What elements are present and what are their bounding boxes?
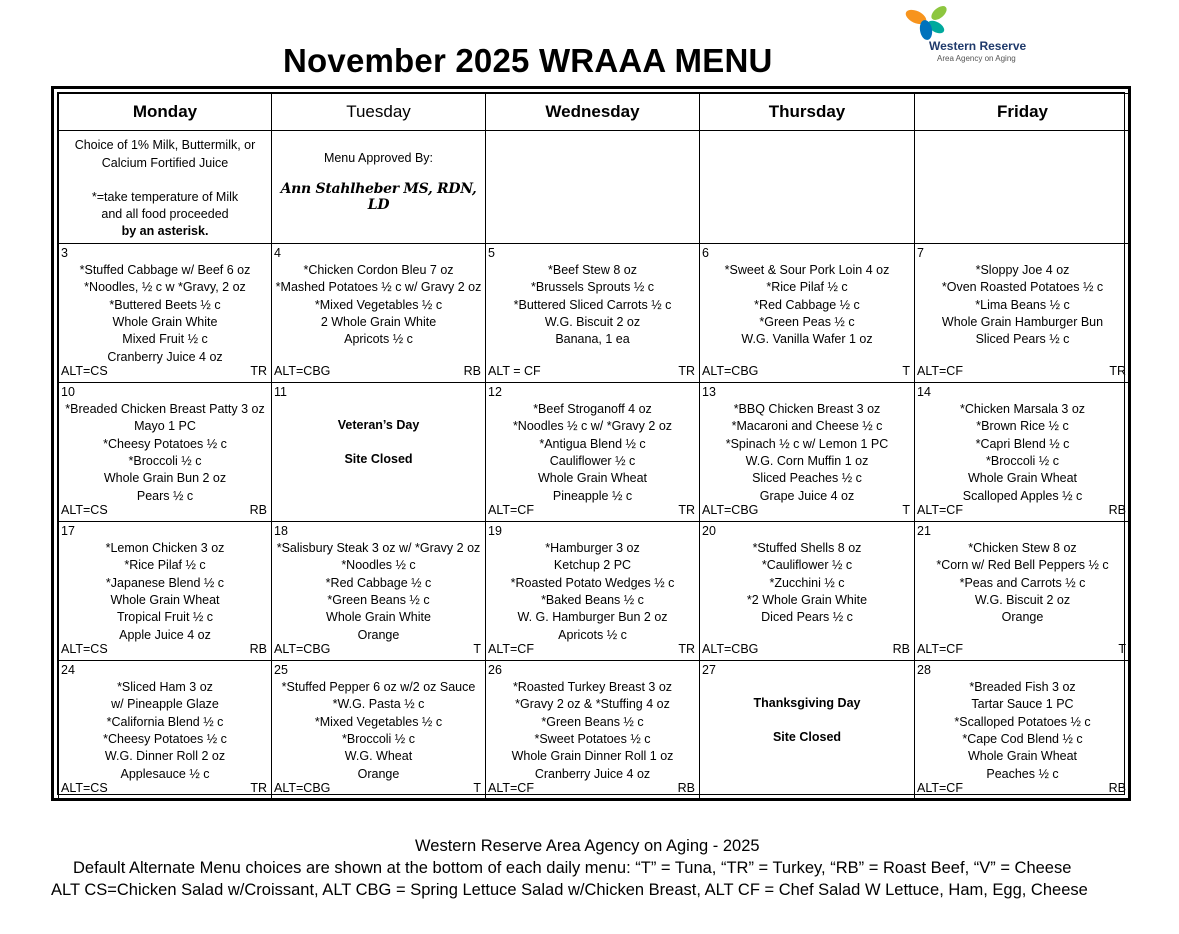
menu-item: *Chicken Stew 8 oz [968, 541, 1077, 556]
day-cell [700, 522, 915, 661]
day-cell [915, 383, 1131, 522]
alternate-menu-label: ALT=CF [488, 641, 534, 656]
day-header-row [59, 94, 1131, 131]
menu-item: *Brussels Sprouts ½ c [531, 280, 654, 295]
menu-item: *Green Beans ½ c [541, 714, 644, 729]
day-cell [486, 383, 700, 522]
menu-item: W.G. Biscuit 2 oz [544, 314, 641, 329]
menu-item: Whole Grain Wheat [537, 471, 648, 486]
menu-item: *California Blend ½ c [106, 714, 224, 729]
menu-item: Tartar Sauce 1 PC [971, 697, 1074, 712]
default-alternate-code: T [473, 641, 481, 656]
menu-item: *Broccoli ½ c [986, 453, 1059, 468]
temperature-note: *=take temperature of Milk [91, 189, 239, 204]
menu-item: *Macaroni and Cheese ½ c [731, 419, 883, 434]
menu-item: *Stuffed Pepper 6 oz w/2 oz Sauce [281, 680, 476, 695]
alternate-menu-label: ALT=CF [917, 363, 963, 378]
menu-item: *Lima Beans ½ c [975, 297, 1070, 312]
menu-item: Orange [357, 627, 400, 642]
default-alternate-code: TR [678, 502, 695, 517]
default-alternate-code: RB [1108, 502, 1126, 517]
menu-item: *Gravy 2 oz & *Stuffing 4 oz [515, 697, 670, 712]
closure-note: Thanksgiving Day [753, 696, 861, 711]
day-number: 21 [917, 524, 931, 539]
menu-item: Orange [1001, 610, 1044, 625]
menu-item: *Mashed Potatoes ½ c w/ Gravy 2 oz [275, 280, 482, 295]
menu-item: Sliced Pears ½ c [975, 332, 1070, 347]
empty-cell [915, 131, 1131, 244]
menu-item: *Cape Cod Blend ½ c [962, 731, 1083, 746]
menu-item: *Baked Beans ½ c [541, 592, 644, 607]
menu-item: Peaches ½ c [986, 766, 1059, 781]
menu-item: *Spinach ½ c w/ Lemon 1 PC [725, 436, 889, 451]
agency-logo [902, 3, 1032, 65]
default-alternate-code: TR [678, 363, 695, 378]
menu-item: Whole Grain White [112, 314, 218, 329]
alternate-menu-label: ALT=CS [61, 641, 108, 656]
menu-item: *Breaded Fish 3 oz [969, 680, 1076, 695]
menu-item: *Beef Stew 8 oz [548, 263, 637, 278]
day-number: 13 [702, 385, 716, 400]
menu-item: *Rice Pilaf ½ c [124, 558, 206, 573]
default-alternate-code: TR [250, 363, 267, 378]
alternate-menu-label: ALT=CBG [702, 502, 759, 517]
menu-item: Ketchup 2 PC [553, 558, 632, 573]
day-number: 6 [702, 246, 709, 261]
menu-item: Cranberry Juice 4 oz [534, 766, 651, 781]
menu-item: Apricots ½ c [344, 332, 413, 347]
menu-item: *Sweet Potatoes ½ c [534, 731, 651, 746]
menu-item: *Chicken Marsala 3 oz [959, 402, 1086, 417]
day-number: 18 [274, 524, 288, 539]
day-cell [59, 244, 272, 383]
menu-item: *Rice Pilaf ½ c [766, 280, 848, 295]
page-title: November 2025 WRAAA MENU [283, 42, 773, 79]
alternate-menu-label: ALT=CBG [274, 363, 331, 378]
alternate-menu-label: ALT=CBG [702, 363, 759, 378]
menu-item: *Oven Roasted Potatoes ½ c [941, 280, 1104, 295]
menu-grid [58, 93, 1131, 800]
menu-item: Whole Grain Dinner Roll 1 oz [511, 749, 674, 764]
day-number: 20 [702, 524, 716, 539]
menu-item: *Noodles, ½ c w *Gravy, 2 oz [84, 280, 246, 295]
menu-item: *Noodles ½ c w/ *Gravy 2 oz [512, 419, 673, 434]
temperature-note: by an asterisk. [121, 224, 209, 239]
menu-item: Whole Grain Wheat [110, 592, 220, 607]
menu-item: Cauliflower ½ c [549, 453, 636, 468]
alternate-menu-label: ALT=CF [488, 780, 534, 795]
menu-item: W.G. Corn Muffin 1 oz [745, 453, 869, 468]
day-cell [915, 522, 1131, 661]
header-tuesday: Tuesday [272, 94, 486, 131]
alternate-menu-label: ALT=CS [61, 780, 108, 795]
menu-item: *Salisbury Steak 3 oz w/ *Gravy 2 oz [276, 541, 481, 556]
closure-note: Site Closed [344, 452, 413, 467]
menu-item: W.G. Dinner Roll 2 oz [104, 749, 226, 764]
menu-calendar [51, 86, 1131, 801]
menu-item: *Red Cabbage ½ c [325, 575, 432, 590]
day-number: 28 [917, 663, 931, 678]
menu-item: *Green Peas ½ c [759, 314, 855, 329]
day-cell [486, 522, 700, 661]
default-alternate-code: RB [1108, 780, 1126, 795]
pinwheel-logo-icon [902, 3, 952, 43]
day-cell [700, 383, 915, 522]
header-wednesday: Wednesday [486, 94, 700, 131]
menu-item: Pears ½ c [136, 488, 194, 503]
menu-item: *Zucchini ½ c [769, 575, 845, 590]
menu-item: *Sweet & Sour Pork Loin 4 oz [724, 263, 890, 278]
menu-item: W.G. Vanilla Wafer 1 oz [741, 332, 873, 347]
default-alternate-code: T [473, 780, 481, 795]
menu-item: *BBQ Chicken Breast 3 oz [733, 402, 881, 417]
default-alternate-code: RB [249, 502, 267, 517]
day-number: 17 [61, 524, 75, 539]
menu-item: Sliced Peaches ½ c [752, 471, 862, 486]
menu-item: *Buttered Sliced Carrots ½ c [513, 297, 672, 312]
menu-item: *Beef Stroganoff 4 oz [533, 402, 652, 417]
default-alternate-code: TR [250, 780, 267, 795]
alternate-menu-label: ALT=CBG [274, 641, 331, 656]
menu-item: *Hamburger 3 oz [545, 541, 640, 556]
menu-item: Whole Grain Wheat [967, 471, 1078, 486]
week-row [59, 244, 1131, 383]
menu-item: *Stuffed Shells 8 oz [752, 541, 862, 556]
temperature-note: and all food proceeded [101, 207, 229, 222]
approver-signature: Ann Stahlheber MS, RDN, LD [280, 181, 477, 214]
menu-item: *Buttered Beets ½ c [109, 297, 221, 312]
menu-item: *Red Cabbage ½ c [754, 297, 860, 312]
menu-item: Tropical Fruit ½ c [116, 610, 214, 625]
day-number: 5 [488, 246, 495, 261]
menu-item: Grape Juice 4 oz [759, 488, 855, 503]
week-row [59, 661, 1131, 800]
day-cell [915, 244, 1131, 383]
day-number: 10 [61, 385, 75, 400]
default-alternate-code: RB [892, 641, 910, 656]
day-cell [272, 522, 486, 661]
day-number: 27 [702, 663, 716, 678]
menu-item: *Sloppy Joe 4 oz [975, 263, 1070, 278]
menu-item: Diced Pears ½ c [761, 610, 853, 625]
day-cell [700, 244, 915, 383]
alternate-menu-label: ALT=CF [488, 502, 534, 517]
menu-item: *Mixed Vegetables ½ c [314, 714, 443, 729]
default-alternate-code: RB [463, 363, 481, 378]
day-cell [272, 383, 486, 522]
day-number: 14 [917, 385, 931, 400]
alternate-menu-label: ALT = CF [488, 363, 541, 378]
milk-info-cell [59, 131, 272, 244]
menu-item: *Sliced Ham 3 oz [117, 680, 213, 695]
day-number: 3 [61, 246, 68, 261]
day-cell [59, 383, 272, 522]
milk-info-line: Choice of 1% Milk, Buttermilk, or [74, 138, 256, 153]
menu-item: *Breaded Chicken Breast Patty 3 oz [65, 402, 265, 417]
menu-item: *W.G. Pasta ½ c [332, 697, 425, 712]
menu-item: Whole Grain Hamburger Bun [941, 314, 1104, 329]
header-friday: Friday [915, 94, 1131, 131]
day-cell [59, 661, 272, 800]
empty-cell [486, 131, 700, 244]
menu-item: *Cheesy Potatoes ½ c [103, 436, 227, 451]
menu-item: *2 Whole Grain White [746, 592, 868, 607]
day-number: 4 [274, 246, 281, 261]
day-cell [486, 661, 700, 800]
menu-item: *Mixed Vegetables ½ c [314, 297, 443, 312]
menu-item: *Green Beans ½ c [327, 592, 430, 607]
logo-name: Western Reserve [929, 39, 1027, 53]
menu-item: *Broccoli ½ c [128, 453, 202, 468]
day-cell [272, 661, 486, 800]
menu-item: Whole Grain Bun 2 oz [103, 471, 227, 486]
menu-item: *Capri Blend ½ c [975, 436, 1070, 451]
menu-item: *Brown Rice ½ c [976, 419, 1069, 434]
info-row [59, 131, 1131, 244]
menu-item: *Stuffed Cabbage w/ Beef 6 oz [79, 263, 251, 278]
menu-item: w/ Pineapple Glaze [111, 697, 219, 712]
menu-item: Banana, 1 ea [555, 332, 630, 347]
header-monday: Monday [59, 94, 272, 131]
default-alternate-code: RB [249, 641, 267, 656]
day-number: 26 [488, 663, 502, 678]
default-alternate-code: TR [678, 641, 695, 656]
alternate-menu-label: ALT=CF [917, 502, 963, 517]
menu-item: Apple Juice 4 oz [119, 627, 211, 642]
day-number: 7 [917, 246, 924, 261]
menu-item: Whole Grain White [326, 610, 431, 625]
menu-item: *Roasted Potato Wedges ½ c [510, 575, 675, 590]
footer-alternate-legend: Default Alternate Menu choices are shown at the bottom of each daily menu: “T” = Tuna, “TR” = Turkey, “RB” = Roast Beef, “V” = Cheese [73, 859, 1072, 877]
menu-item: *Lemon Chicken 3 oz [105, 541, 225, 556]
menu-item: *Cheesy Potatoes ½ c [103, 731, 227, 746]
menu-item: 2 Whole Grain White [320, 314, 437, 329]
day-cell [59, 522, 272, 661]
approval-cell [272, 131, 486, 244]
empty-cell [700, 131, 915, 244]
menu-item: W. G. Hamburger Bun 2 oz [517, 610, 668, 625]
week-row [59, 383, 1131, 522]
day-cell [272, 244, 486, 383]
closure-note: Veteran’s Day [337, 418, 420, 433]
menu-item: *Noodles ½ c [341, 558, 416, 573]
day-number: 24 [61, 663, 75, 678]
day-number: 12 [488, 385, 502, 400]
menu-item: Mayo 1 PC [134, 419, 196, 434]
footer-agency-line: Western Reserve Area Agency on Aging - 2025 [415, 837, 760, 855]
alternate-menu-label: ALT=CF [917, 641, 963, 656]
menu-item: Orange [357, 766, 400, 781]
menu-item: Cranberry Juice 4 oz [107, 349, 223, 364]
menu-item: *Scalloped Potatoes ½ c [954, 714, 1091, 729]
menu-item: *Cauliflower ½ c [761, 558, 853, 573]
footer-alt-definitions: ALT CS=Chicken Salad w/Croissant, ALT CBG = Spring Lettuce Salad w/Chicken Breast, ALT CF = Chef Salad W Lettuce, Ham, Egg, Cheese [51, 881, 1088, 899]
menu-item: Whole Grain Wheat [967, 749, 1078, 764]
menu-item: *Roasted Turkey Breast 3 oz [512, 680, 673, 695]
menu-item: Pineapple ½ c [552, 488, 633, 503]
alternate-menu-label: ALT=CBG [274, 780, 331, 795]
default-alternate-code: T [902, 502, 910, 517]
milk-info-line: Calcium Fortified Juice [101, 155, 229, 170]
day-number: 19 [488, 524, 502, 539]
default-alternate-code: RB [677, 780, 695, 795]
day-number: 25 [274, 663, 288, 678]
closure-note: Site Closed [772, 730, 842, 745]
alternate-menu-label: ALT=CS [61, 363, 108, 378]
alternate-menu-label: ALT=CS [61, 502, 108, 517]
menu-item: W.G. Biscuit 2 oz [974, 592, 1071, 607]
menu-item: *Peas and Carrots ½ c [959, 575, 1086, 590]
menu-item: Mixed Fruit ½ c [122, 332, 208, 347]
menu-item: *Antigua Blend ½ c [539, 436, 646, 451]
day-number: 11 [274, 385, 287, 400]
week-row [59, 522, 1131, 661]
alternate-menu-label: ALT=CBG [702, 641, 759, 656]
day-cell [700, 661, 915, 800]
day-cell [486, 244, 700, 383]
logo-subtitle: Area Agency on Aging [937, 54, 1016, 63]
menu-item: Scalloped Apples ½ c [962, 488, 1083, 503]
menu-item: *Chicken Cordon Bleu 7 oz [303, 263, 454, 278]
menu-item: *Japanese Blend ½ c [105, 575, 225, 590]
day-cell [915, 661, 1131, 800]
menu-item: *Broccoli ½ c [342, 731, 415, 746]
header-thursday: Thursday [700, 94, 915, 131]
default-alternate-code: T [902, 363, 910, 378]
approved-label: Menu Approved By: [323, 151, 434, 166]
menu-item: W.G. Wheat [344, 749, 413, 764]
menu-item: Apricots ½ c [558, 627, 627, 642]
menu-item: Applesauce ½ c [120, 766, 210, 781]
alternate-menu-label: ALT=CF [917, 780, 963, 795]
menu-item: *Corn w/ Red Bell Peppers ½ c [936, 558, 1109, 573]
default-alternate-code: T [1118, 641, 1126, 656]
default-alternate-code: TR [1109, 363, 1126, 378]
